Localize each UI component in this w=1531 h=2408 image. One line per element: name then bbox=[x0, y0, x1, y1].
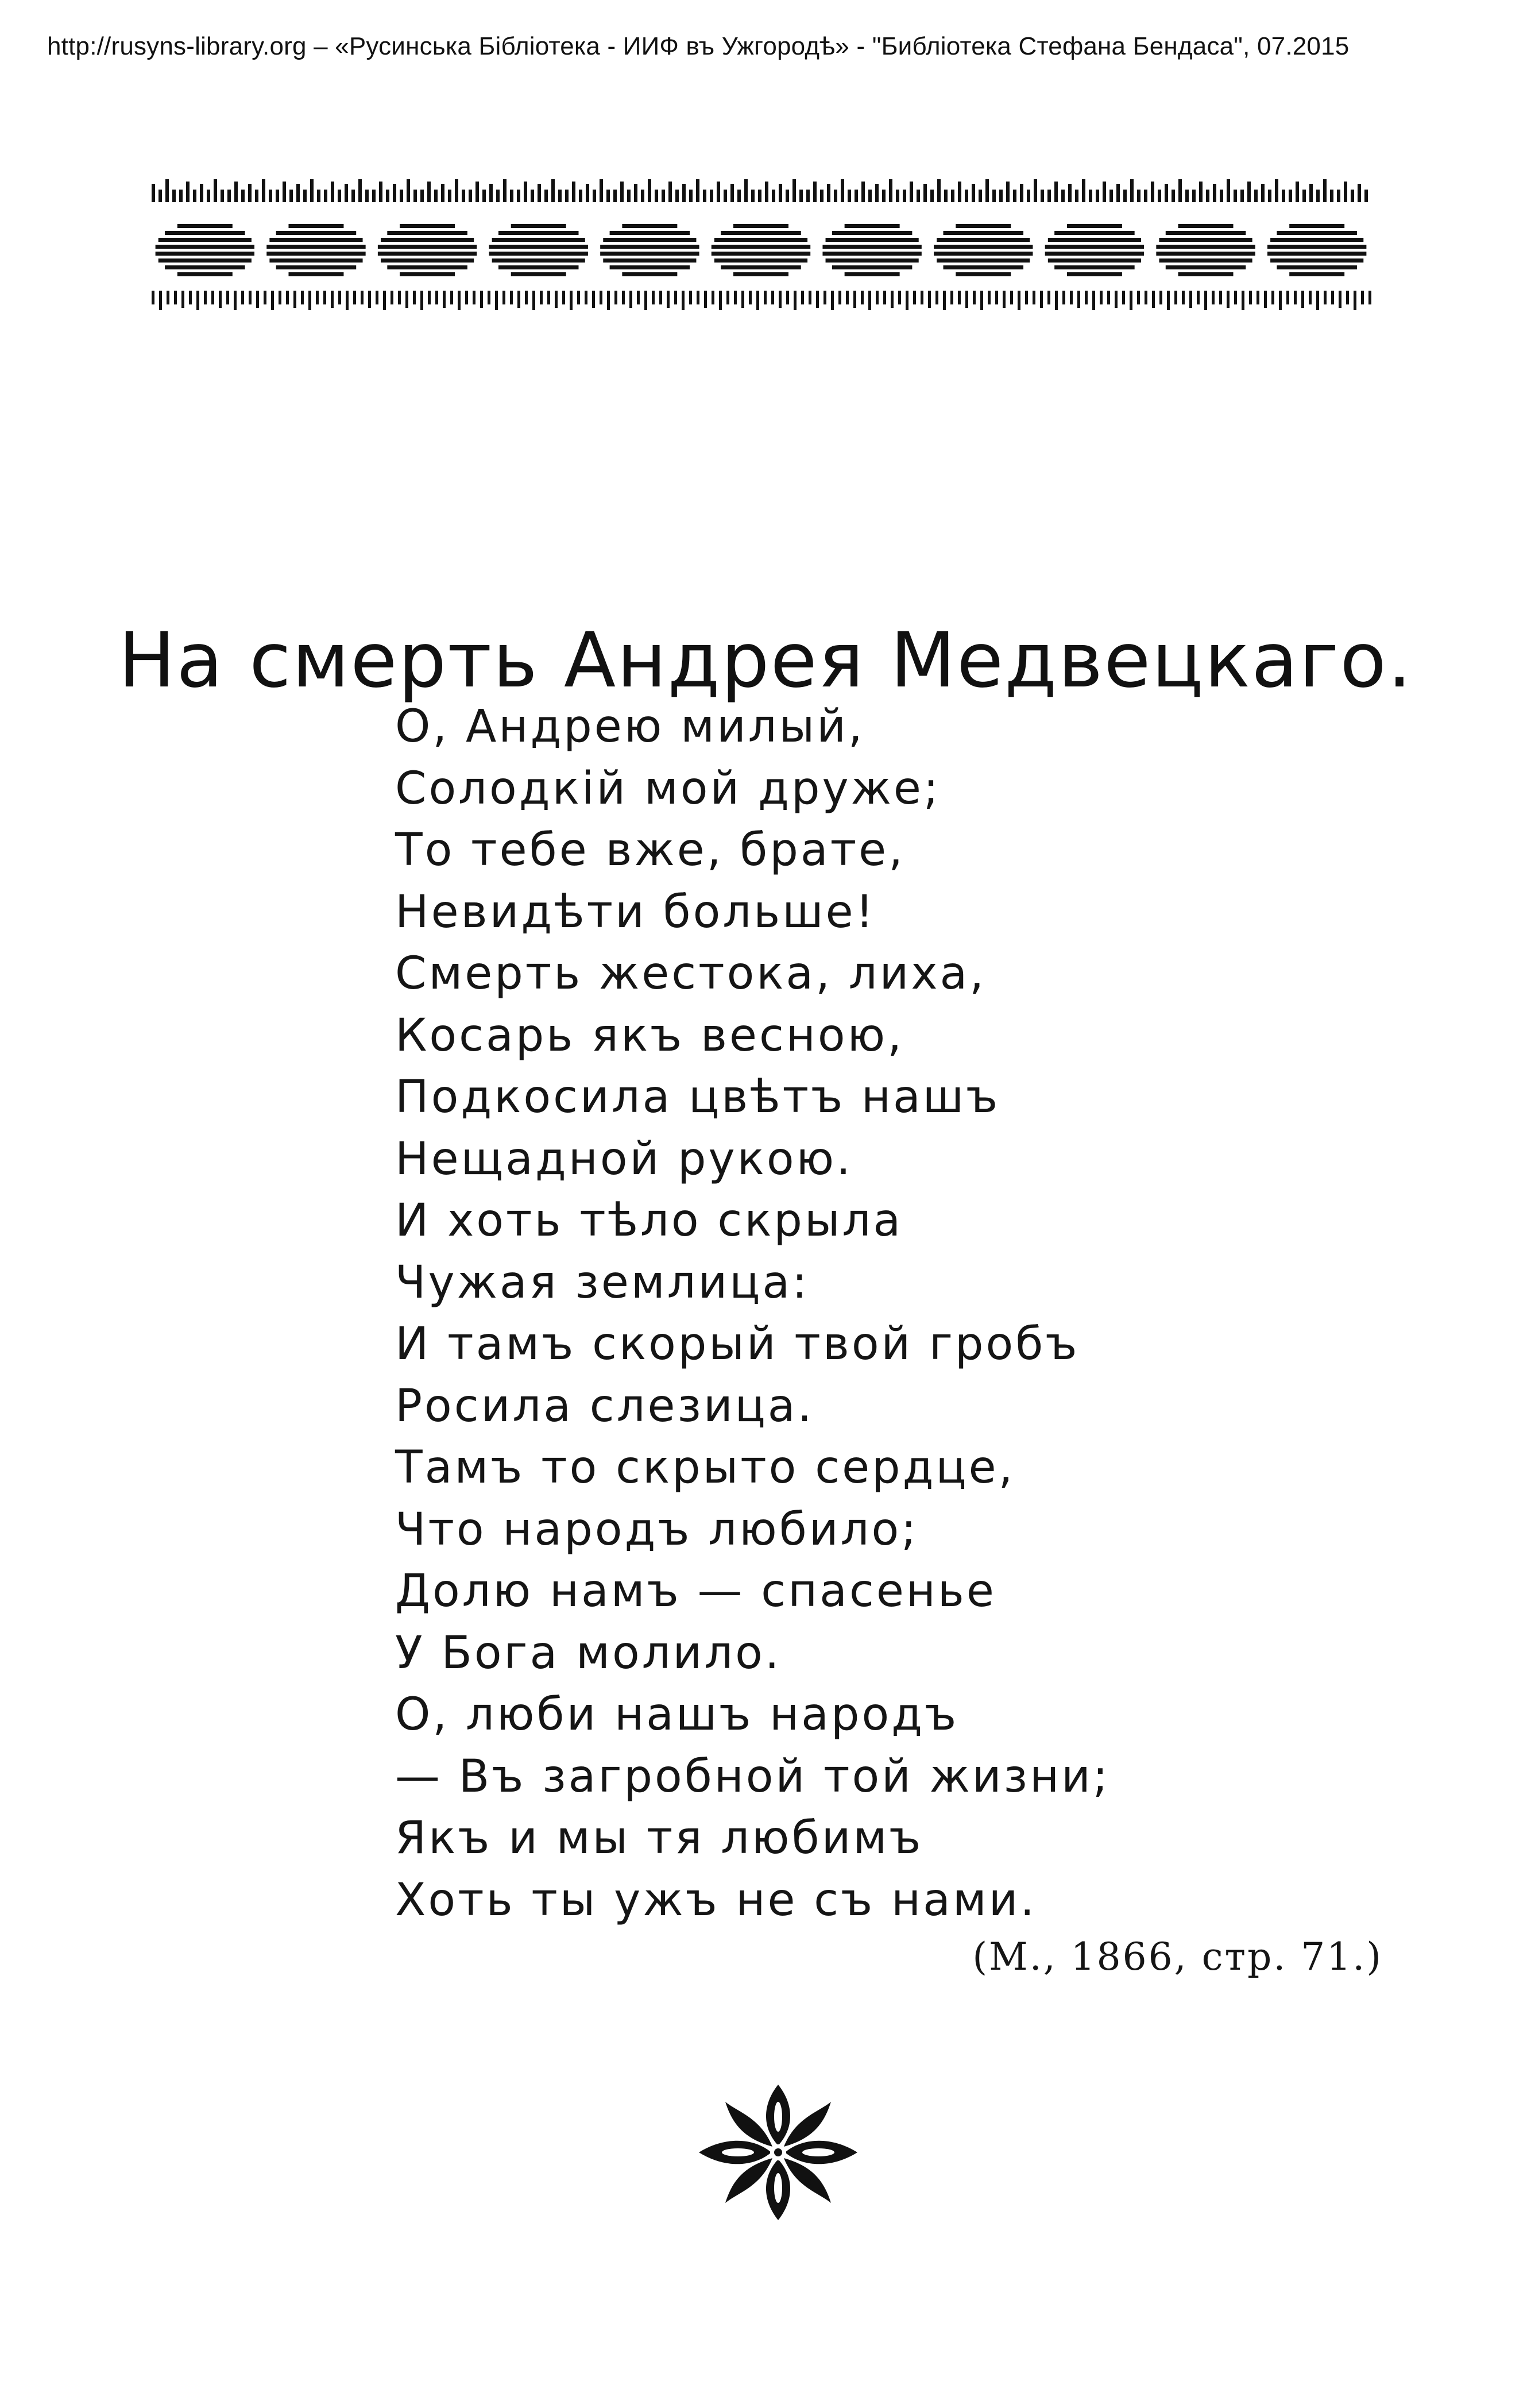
poem-body bbox=[395, 696, 1110, 1931]
poem-line: Нещадной рукою. bbox=[395, 1133, 853, 1185]
poem-title: На смерть Андрея Медвецкаго. bbox=[118, 616, 1413, 705]
poem-line: Хоть ты ужъ не съ нами. bbox=[395, 1874, 1037, 1926]
poem-line: О, Андрею милый, bbox=[395, 701, 865, 752]
poem-line: Косарь якъ весною, bbox=[395, 1009, 904, 1062]
poem-line: О, люби нашъ народъ bbox=[395, 1689, 959, 1741]
poem-line: И хоть тѣло скрыла bbox=[395, 1195, 903, 1247]
decorative-border-icon bbox=[149, 172, 1373, 339]
poem-line: Росила слезица. bbox=[395, 1380, 814, 1432]
poem-line: Долю намъ — спасенье bbox=[395, 1565, 996, 1617]
poem-line: Солодкій мой друже; bbox=[395, 762, 941, 815]
poem-line: Чужая землица: bbox=[395, 1256, 810, 1309]
floral-vignette-icon bbox=[695, 2075, 861, 2230]
poem-line: Смерть жестока, лиха, bbox=[395, 948, 987, 1000]
citation: (М., 1866, стр. 71.) bbox=[972, 1935, 1383, 1979]
poem-line: То тебе вже, брате, bbox=[395, 824, 905, 876]
poem-line: Тамъ то скрыто сердце, bbox=[395, 1442, 1015, 1494]
poem-line: Невидѣти больше! bbox=[395, 886, 876, 938]
poem-line: Подкосила цвѣтъ нашъ bbox=[395, 1071, 1000, 1123]
poem-line: Что народъ любило; bbox=[395, 1503, 919, 1556]
poem-line: — Въ загробной той жизни; bbox=[395, 1750, 1111, 1803]
poem-line: Якъ и мы тя любимъ bbox=[395, 1812, 923, 1864]
source-url-line: http://rusyns-library.org – «Русинська Бібліотека - ИИФ въ Ужгородѣ» - "Библіотека Стефана Бендаса", 07.2015 bbox=[47, 32, 1350, 60]
poem-line: И тамъ скорый твой гробъ bbox=[395, 1318, 1080, 1370]
poem-line: У Бога молило. bbox=[395, 1627, 782, 1679]
